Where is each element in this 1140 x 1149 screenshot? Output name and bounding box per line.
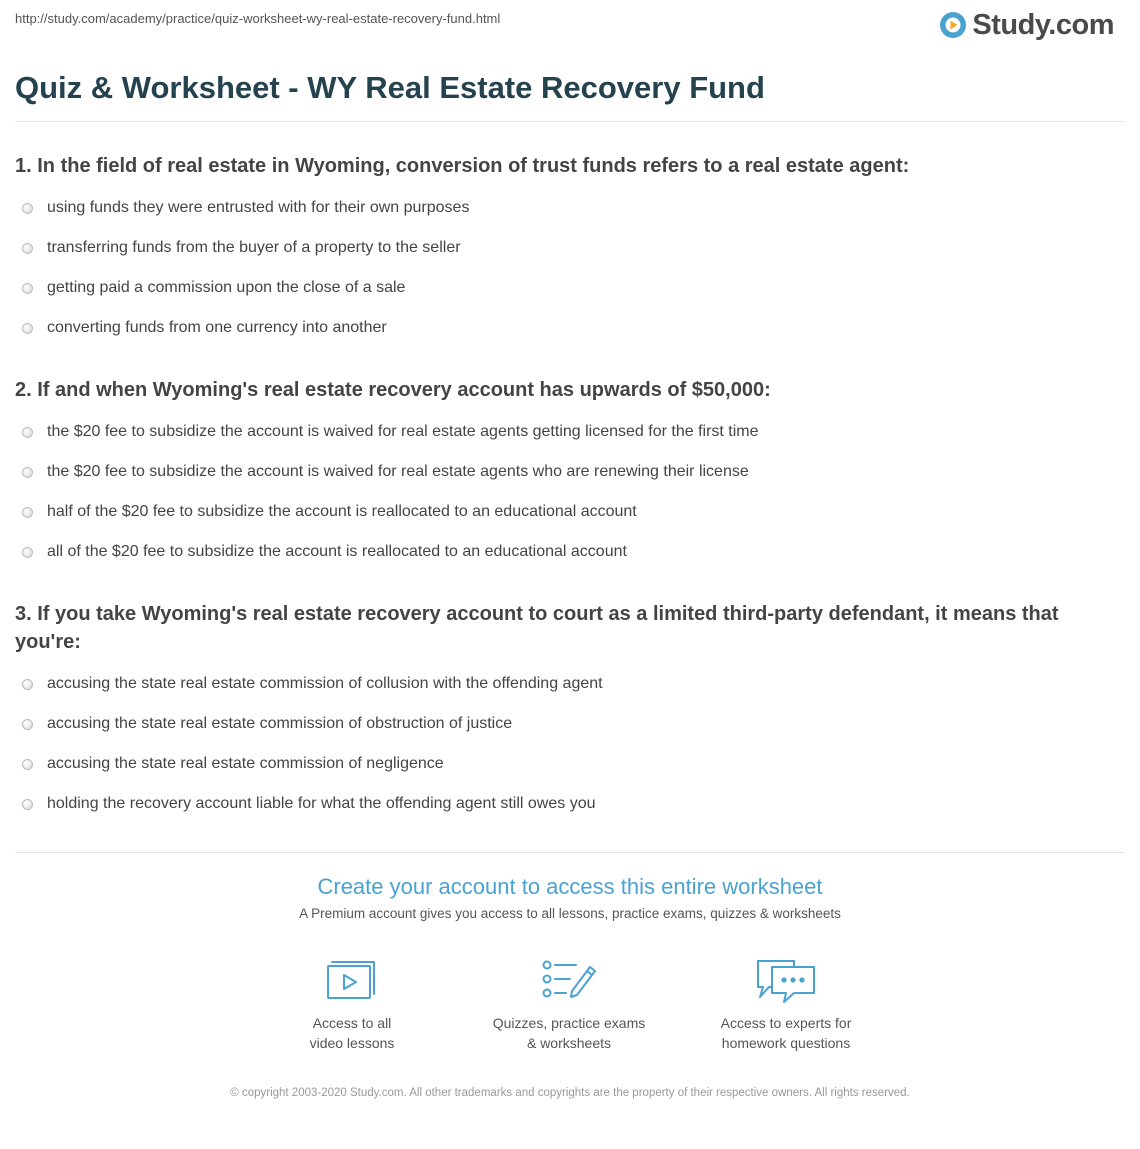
radio-icon[interactable] — [22, 467, 33, 478]
divider — [15, 852, 1125, 853]
feature-label-line1: Access to all — [312, 1015, 392, 1031]
radio-icon[interactable] — [22, 547, 33, 558]
radio-icon[interactable] — [22, 283, 33, 294]
question-2-option-3[interactable] — [22, 500, 637, 524]
quiz-checklist-icon — [540, 957, 598, 1003]
question-1-option-4[interactable] — [22, 316, 387, 340]
logo-text: Study.com — [972, 8, 1114, 41]
option-label: holding the recovery account liable for what the offending agent still owes you — [47, 795, 596, 812]
feature-video-lessons — [242, 957, 462, 1053]
question-1-option-1[interactable] — [22, 196, 469, 220]
radio-icon[interactable] — [22, 679, 33, 690]
option-label: accusing the state real estate commission of negligence — [47, 755, 444, 772]
radio-icon[interactable] — [22, 427, 33, 438]
option-label: getting paid a commission upon the close of a sale — [47, 279, 406, 296]
feature-label-line2: video lessons — [309, 1035, 395, 1051]
radio-icon[interactable] — [22, 759, 33, 770]
radio-icon[interactable] — [22, 203, 33, 214]
copyright-notice: © copyright 2003-2020 Study.com. All other trademarks and copyrights are the property of their respective owners. All rights reserved. — [230, 1087, 910, 1099]
question-1-option-3[interactable] — [22, 276, 405, 300]
feature-label-line1: Access to experts for — [720, 1015, 852, 1031]
question-3-title: 3. If you take Wyoming's real estate recovery account to court as a limited third-party defendant, it means that you're: — [15, 603, 1059, 653]
feature-experts — [676, 957, 896, 1053]
radio-icon[interactable] — [22, 507, 33, 518]
feature-label-line2: homework questions — [721, 1035, 851, 1051]
option-label: all of the $20 fee to subsidize the account is reallocated to an educational account — [47, 543, 627, 560]
radio-icon[interactable] — [22, 243, 33, 254]
option-label: half of the $20 fee to subsidize the account is reallocated to an educational account — [47, 503, 637, 520]
play-logo-icon — [938, 10, 968, 40]
option-label: the $20 fee to subsidize the account is waived for real estate agents getting licensed for the first time — [47, 423, 759, 440]
question-2-title: 2. If and when Wyoming's real estate recovery account has upwards of $50,000: — [15, 379, 771, 401]
page-title: Quiz & Worksheet - WY Real Estate Recovery Fund — [15, 70, 765, 105]
feature-label-line1: Quizzes, practice exams — [492, 1015, 646, 1031]
question-3-option-4[interactable] — [22, 792, 596, 816]
question-2-option-4[interactable] — [22, 540, 627, 564]
question-2-option-2[interactable] — [22, 460, 749, 484]
create-account-link[interactable]: Create your account to access this entire worksheet — [317, 874, 823, 899]
question-1-title: 1. In the field of real estate in Wyoming, conversion of trust funds refers to a real estate agent: — [15, 155, 910, 177]
question-2-option-1[interactable] — [22, 420, 759, 444]
study-logo[interactable] — [938, 8, 1114, 42]
divider — [15, 121, 1125, 122]
option-label: the $20 fee to subsidize the account is waived for real estate agents who are renewing their license — [47, 463, 749, 480]
radio-icon[interactable] — [22, 799, 33, 810]
option-label: converting funds from one currency into another — [47, 319, 387, 336]
page-url: http://study.com/academy/practice/quiz-worksheet-wy-real-estate-recovery-fund.html — [15, 11, 501, 26]
chat-bubbles-icon — [754, 957, 818, 1003]
option-label: accusing the state real estate commission of obstruction of justice — [47, 715, 513, 732]
option-label: accusing the state real estate commission of collusion with the offending agent — [47, 675, 603, 692]
option-label: using funds they were entrusted with for their own purposes — [47, 199, 470, 216]
question-3-option-3[interactable] — [22, 752, 444, 776]
video-lesson-icon — [324, 957, 380, 1003]
feature-quizzes — [459, 957, 679, 1053]
radio-icon[interactable] — [22, 323, 33, 334]
radio-icon[interactable] — [22, 719, 33, 730]
option-label: transferring funds from the buyer of a property to the seller — [47, 239, 461, 256]
question-1-option-2[interactable] — [22, 236, 461, 260]
question-3-option-1[interactable] — [22, 672, 603, 696]
feature-label-line2: & worksheets — [526, 1035, 612, 1051]
premium-description: A Premium account gives you access to all lessons, practice exams, quizzes & worksheets — [299, 906, 841, 921]
question-3-option-2[interactable] — [22, 712, 512, 736]
